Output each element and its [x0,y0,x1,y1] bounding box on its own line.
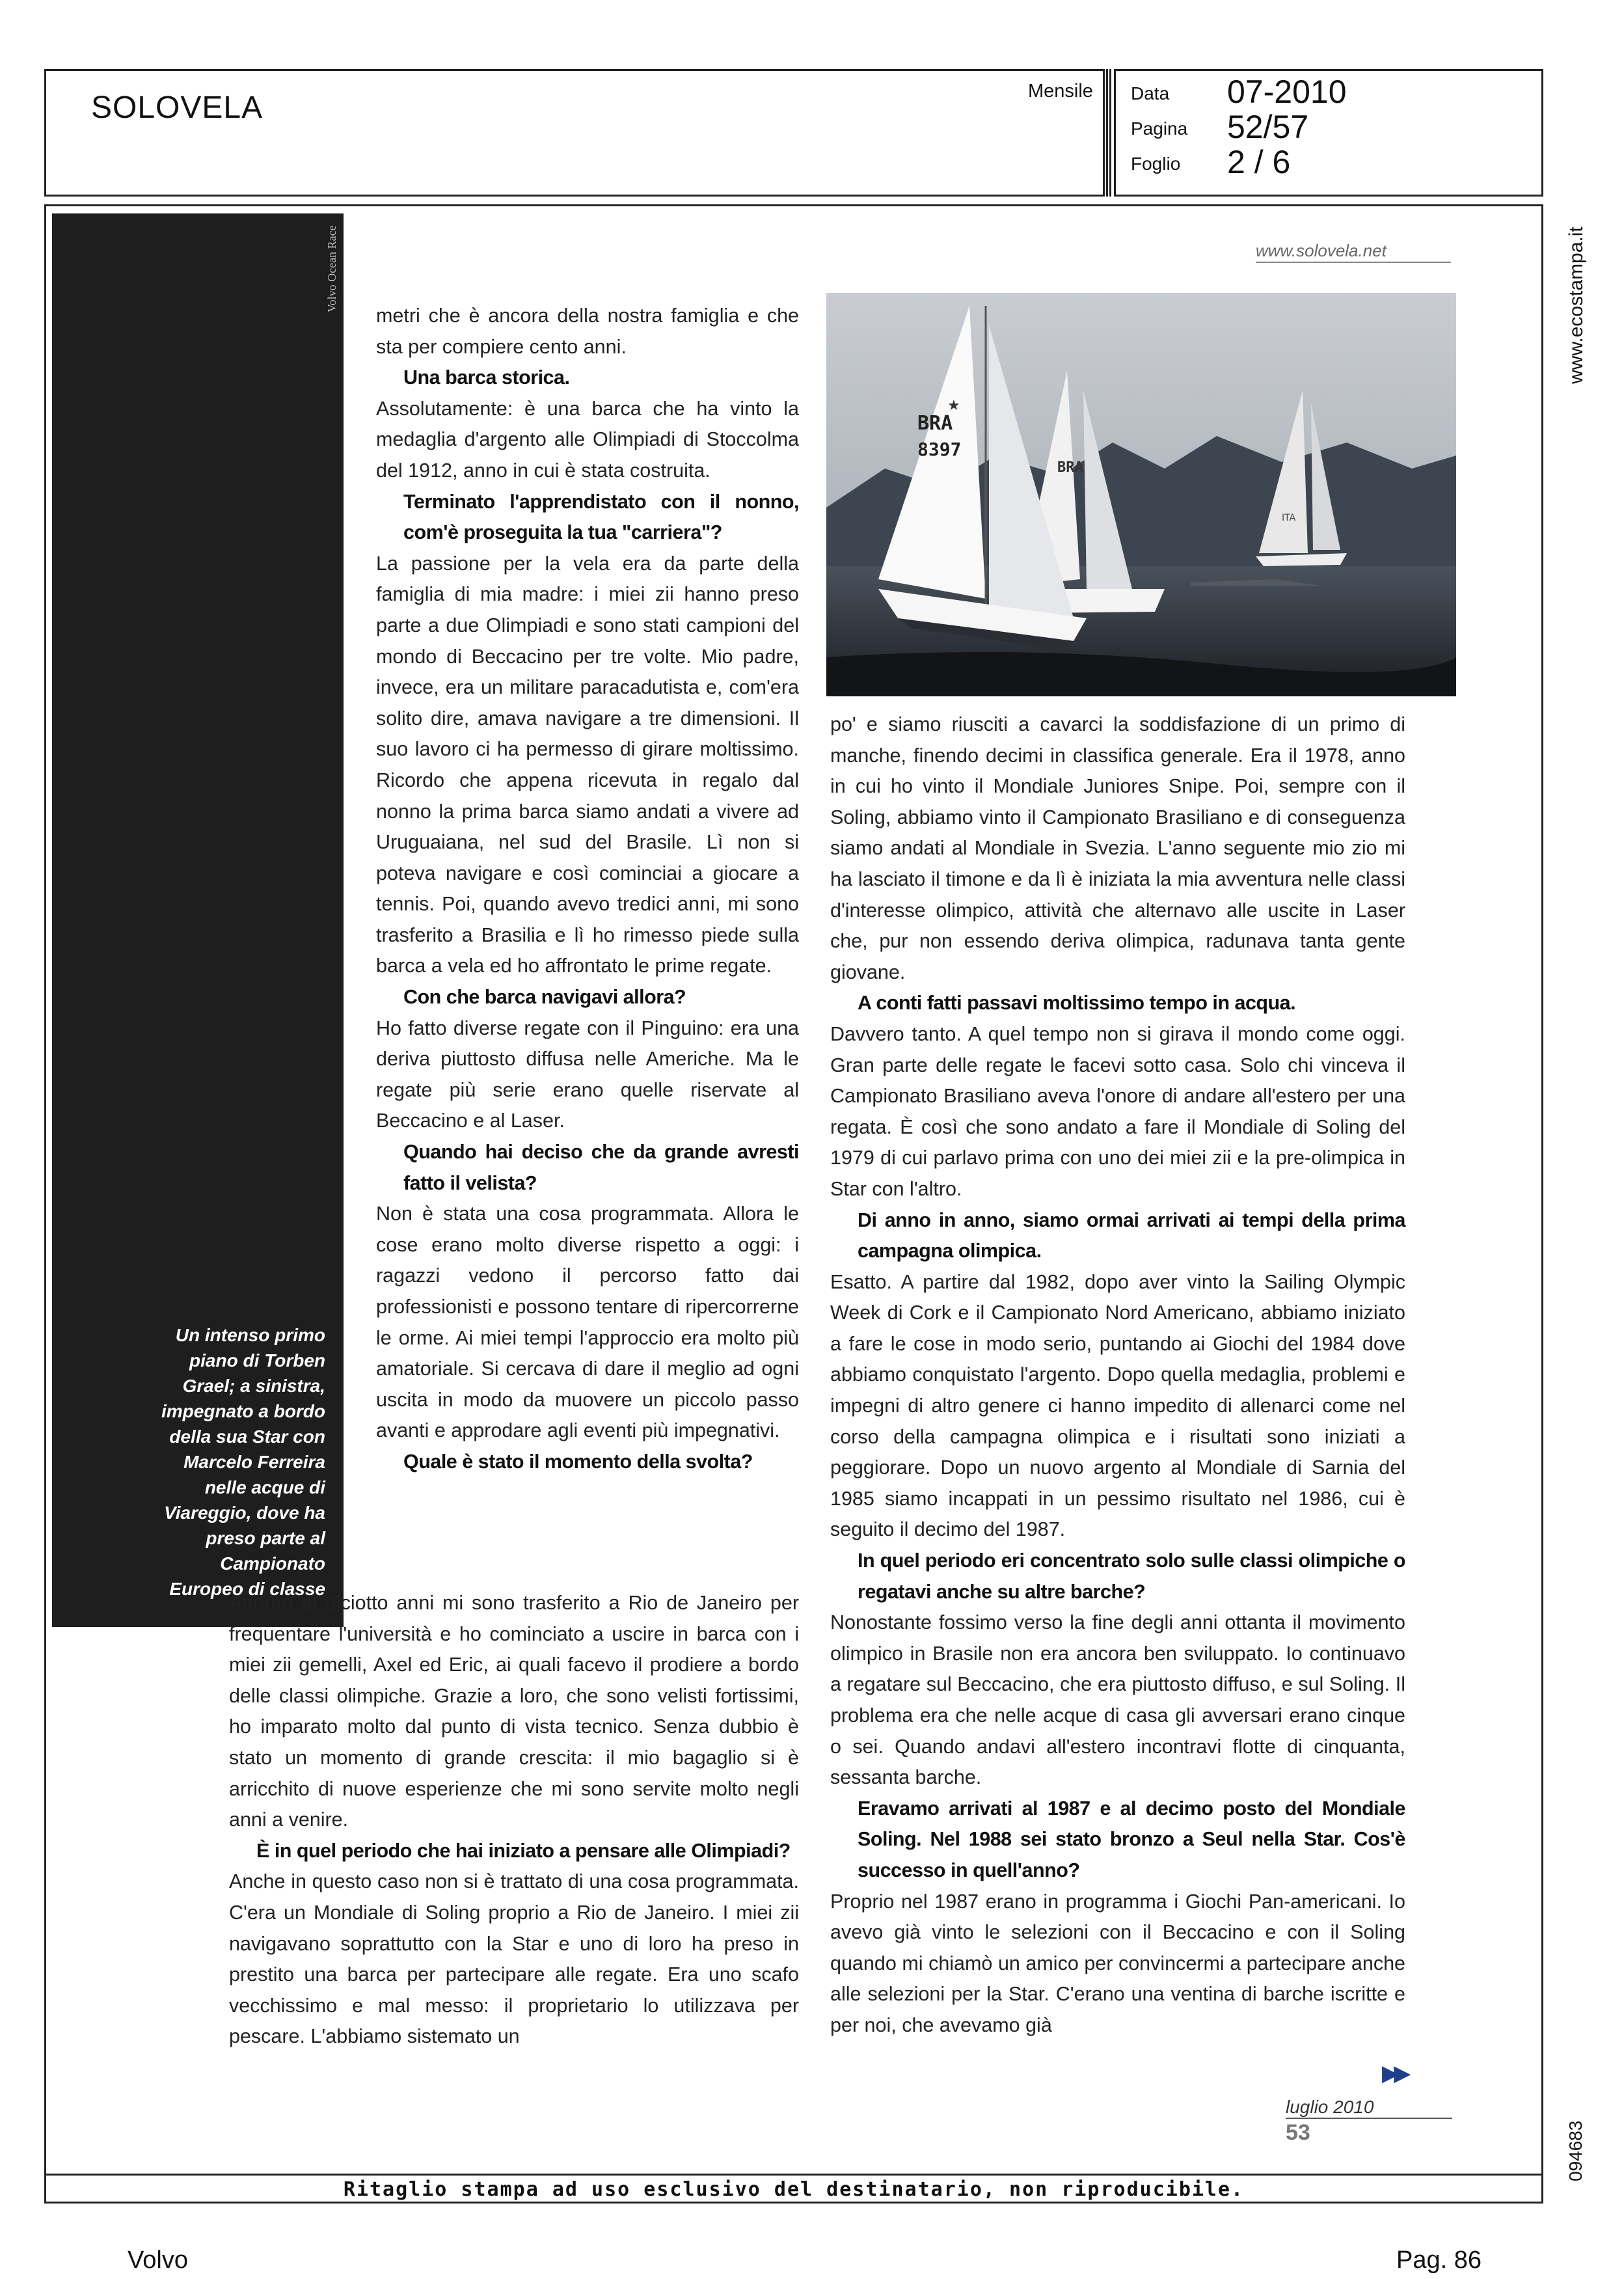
magazine-page-number: 53 [1286,2120,1310,2145]
interview-question: In quel periodo eri concentrato solo sulle classi olimpiche o regatavi anche su altre barche? [858,1549,1405,1603]
article-column-1-wide [229,1588,799,2053]
url-rule [1256,262,1451,263]
magazine-url: www.solovela.net [1256,241,1387,260]
page-value: 52/57 [1227,109,1309,145]
sail-number-bra: BRA [917,412,953,435]
interview-answer: Proprio nel 1987 erano in programma i Giochi Pan-americani. Io avevo già vinto le selezioni con il Beccacino e con il Soling quando mi chiamò un amico per convincermi a partecipare anche alle selezioni per la Star. C'erano una ventina di barche iscritte e per noi, che avevamo già [830,1890,1405,2036]
issue-date: luglio 2010 [1286,2097,1374,2117]
interview-answer: metri che è ancora della nostra famiglia e che sta per compiere cento anni. [376,305,799,358]
periodicity: Mensile [1028,81,1093,102]
service-website: www.ecostampa.it [1565,226,1587,384]
article-column-1 [376,301,799,1478]
interview-question: Terminato l'apprendistato con il nonno, com'è proseguita la tua "carriera"? [403,490,799,544]
header-divider [1106,69,1111,197]
reproduction-notice: Ritaglio stampa ad uso esclusivo del destinatario, non riproducibile. [343,2178,1245,2201]
sheet-value: 2 / 6 [1227,144,1291,180]
sail-number-ita: ITA [1282,513,1296,523]
date-label: Data [1131,83,1170,103]
page-label: Pagina [1131,118,1188,139]
svg-text:★: ★ [947,397,960,413]
interview-answer: Non è stata una cosa programmata. Allora le cose erano molto diverse rispetto a oggi: i ragazzi vedono il percorso fatto dai professionisti e possono tentare di ripercorrerne le orme. Ai miei tempi l'approccio era molto più amatoriale. Si cercava di dare il meglio ad ogni uscita in modo da muovere un piccolo passo avanti e approdare agli eventi più impegnativi. [376,1203,799,1442]
interview-question: Quale è stato il momento della svolta? [403,1450,753,1473]
sailboats-photo [826,293,1456,696]
page-reference: Pag. 86 [1396,2246,1482,2274]
interview-answer: Assolutamente: è una barca che ha vinto la medaglia d'argento alle Olimpiadi di Stoccolma del 1912, anno in cui è stata costruita. [376,397,799,482]
issue-rule [1286,2118,1452,2119]
interview-answer: Esatto. A partire dal 1982, dopo aver vinto la Sailing Olympic Week di Cork e il Campionato Nord Americano, abbiamo iniziato a fare le cose in modo serio, puntando ai Giochi del 1984 dove abbiamo conquistato l'argento. Dopo quella medaglia, problemi e impegni di altro genere ci hanno impedito di allenarci come nel corso della campagna olimpica e i risultati sono iniziati a peggiorare. Dopo un nuovo argento al Mondiale di Sarnia del 1985 siamo incappati in un pessimo risultato nel 1986, cui è seguito il decimo del 1987. [830,1270,1405,1541]
interview-question: A conti fatti passavi moltissimo tempo in acqua. [858,992,1296,1015]
footer-rule [44,2174,1543,2176]
interview-answer: Davvero tanto. A quel tempo non si girava il mondo come oggi. Gran parte delle regate le facevi sotto casa. Solo chi vinceva il Campionato Brasiliano aveva l'onore di andare all'estero per una regata. È così che sono andato a fare il Mondiale di Soling del 1979 di cui parlavo prima con uno dei miei zii e la pre-olimpica in Star con l'altro. [830,1022,1405,1200]
sheet-label: Foglio [1131,154,1181,174]
interview-question: Quando hai deciso che da grande avresti fatto il velista? [403,1141,799,1194]
interview-question: Con che barca navigavi allora? [403,986,686,1009]
sail-number-8397: 8397 [917,439,962,460]
continue-arrow-icon: ▶▶ [1382,2061,1406,2086]
photo-credit: Volvo Ocean Race [325,225,338,312]
interview-question: Una barca storica. [403,366,570,389]
sail-number-bra-2: BRA [1057,459,1083,476]
interview-answer: po' e siamo riusciti a cavarci la soddisfazione di un primo di manche, finendo decimi in classifica generale. Era il 1978, anno in cui ho vinto il Mondiale Juniores Snipe. Poi, sempre con il Soling, abbiamo vinto il Campionato Brasiliano e di conseguenza siamo andati al Mondiale in Svezia. L'anno seguente mio zio mi ha lasciato il timone e da lì è iniziata la mia avventura nelle classi d'interesse olimpico, attività che alternavo alle uscite in Laser che, pur non essendo deriva olimpica, radunava tanta gente giovane. [830,713,1405,983]
date-value: 07-2010 [1227,74,1347,110]
client-name: Volvo [128,2246,188,2274]
publication-name: SOLOVELA [91,90,264,125]
interview-question: È in quel periodo che hai iniziato a pensare alle Olimpiadi? [256,1839,791,1862]
header-publication-box [44,69,1105,197]
photo-caption: Un intenso primo piano di Torben Grael; a sinistra, impegnato a bordo della sua Star con Marcelo Ferreira nelle acque di Viareggio, dove ha preso parte al Campionato Europeo di classe [161,1325,325,1599]
interview-answer: Ho fatto diverse regate con il Pinguino: era una deriva piuttosto diffusa nelle Americhe. Ma le regate più serie erano quelle riservate al Beccacino e al Laser. [376,1017,799,1132]
interview-answer: Attorno ai diciotto anni mi sono trasferito a Rio de Janeiro per frequentare l'università e ho cominciato a uscire in barca con i miei zii gemelli, Axel ed Eric, ai quali facevo il prodiere a bordo delle classi olimpiche. Grazie a loro, che sono velisti fortissimi, ho imparato molto dal punto di vista tecnico. Senza dubbio è stato un momento di grande crescita: il mio bagaglio si è arricchito di nuove esperienze che mi sono servite molto negli anni a venire. [229,1592,799,1831]
article-column-2 [830,709,1405,2041]
interview-answer: La passione per la vela era da parte della famiglia di mia madre: i miei zii hanno preso parte a due Olimpiadi e sono stati campioni del mondo di Beccacino per tre volte. Mio padre, invece, era un militare paracadutista e, com'era solito dire, amava navigare a tre dimensioni. Il suo lavoro ci ha permesso di girare moltissimo. Ricordo che appena ricevuta in regalo dal nonno la prima barca siamo andati a vivere ad Uruguaiana, nel sud del Brasile. Lì non si poteva navigare e così cominciai a giocare a tennis. Poi, quando avevo tredici anni, mi sono trasferito a Brasilia e lì ho rimesso piede sulla barca a vela ed ho affrontato le prime regate. [376,552,799,977]
interview-answer: Anche in questo caso non si è trattato di una cosa programmata. C'era un Mondiale di Soling proprio a Rio de Janeiro. I miei zii navigavano soprattutto con la Star e uno di loro ha preso in prestito una barca per partecipare alle regate. Era uno scafo vecchissimo e mal messo: il proprietario lo utilizzava per pescare. L'abbiamo sistemato un [229,1870,799,2048]
interview-question: Eravamo arrivati al 1987 e al decimo posto del Mondiale Soling. Nel 1988 sei stato bronzo a Seul nella Star. Cos'è successo in quell'anno? [858,1797,1405,1881]
interview-question: Di anno in anno, siamo ormai arrivati ai tempi della prima campagna olimpica. [858,1208,1405,1262]
clipping-code: 094683 [1565,2120,1586,2181]
interview-answer: Nonostante fossimo verso la fine degli anni ottanta il movimento olimpico in Brasile non era ancora ben sviluppato. Io continuavo a regatare sul Beccacino, che era piuttosto diffuso, e sul Soling. Il problema era che nelle acque di casa gli avversari erano cinque o sei. Quando andavi all'estero incontravi flotte di cinquanta, sessanta barche. [830,1611,1405,1789]
